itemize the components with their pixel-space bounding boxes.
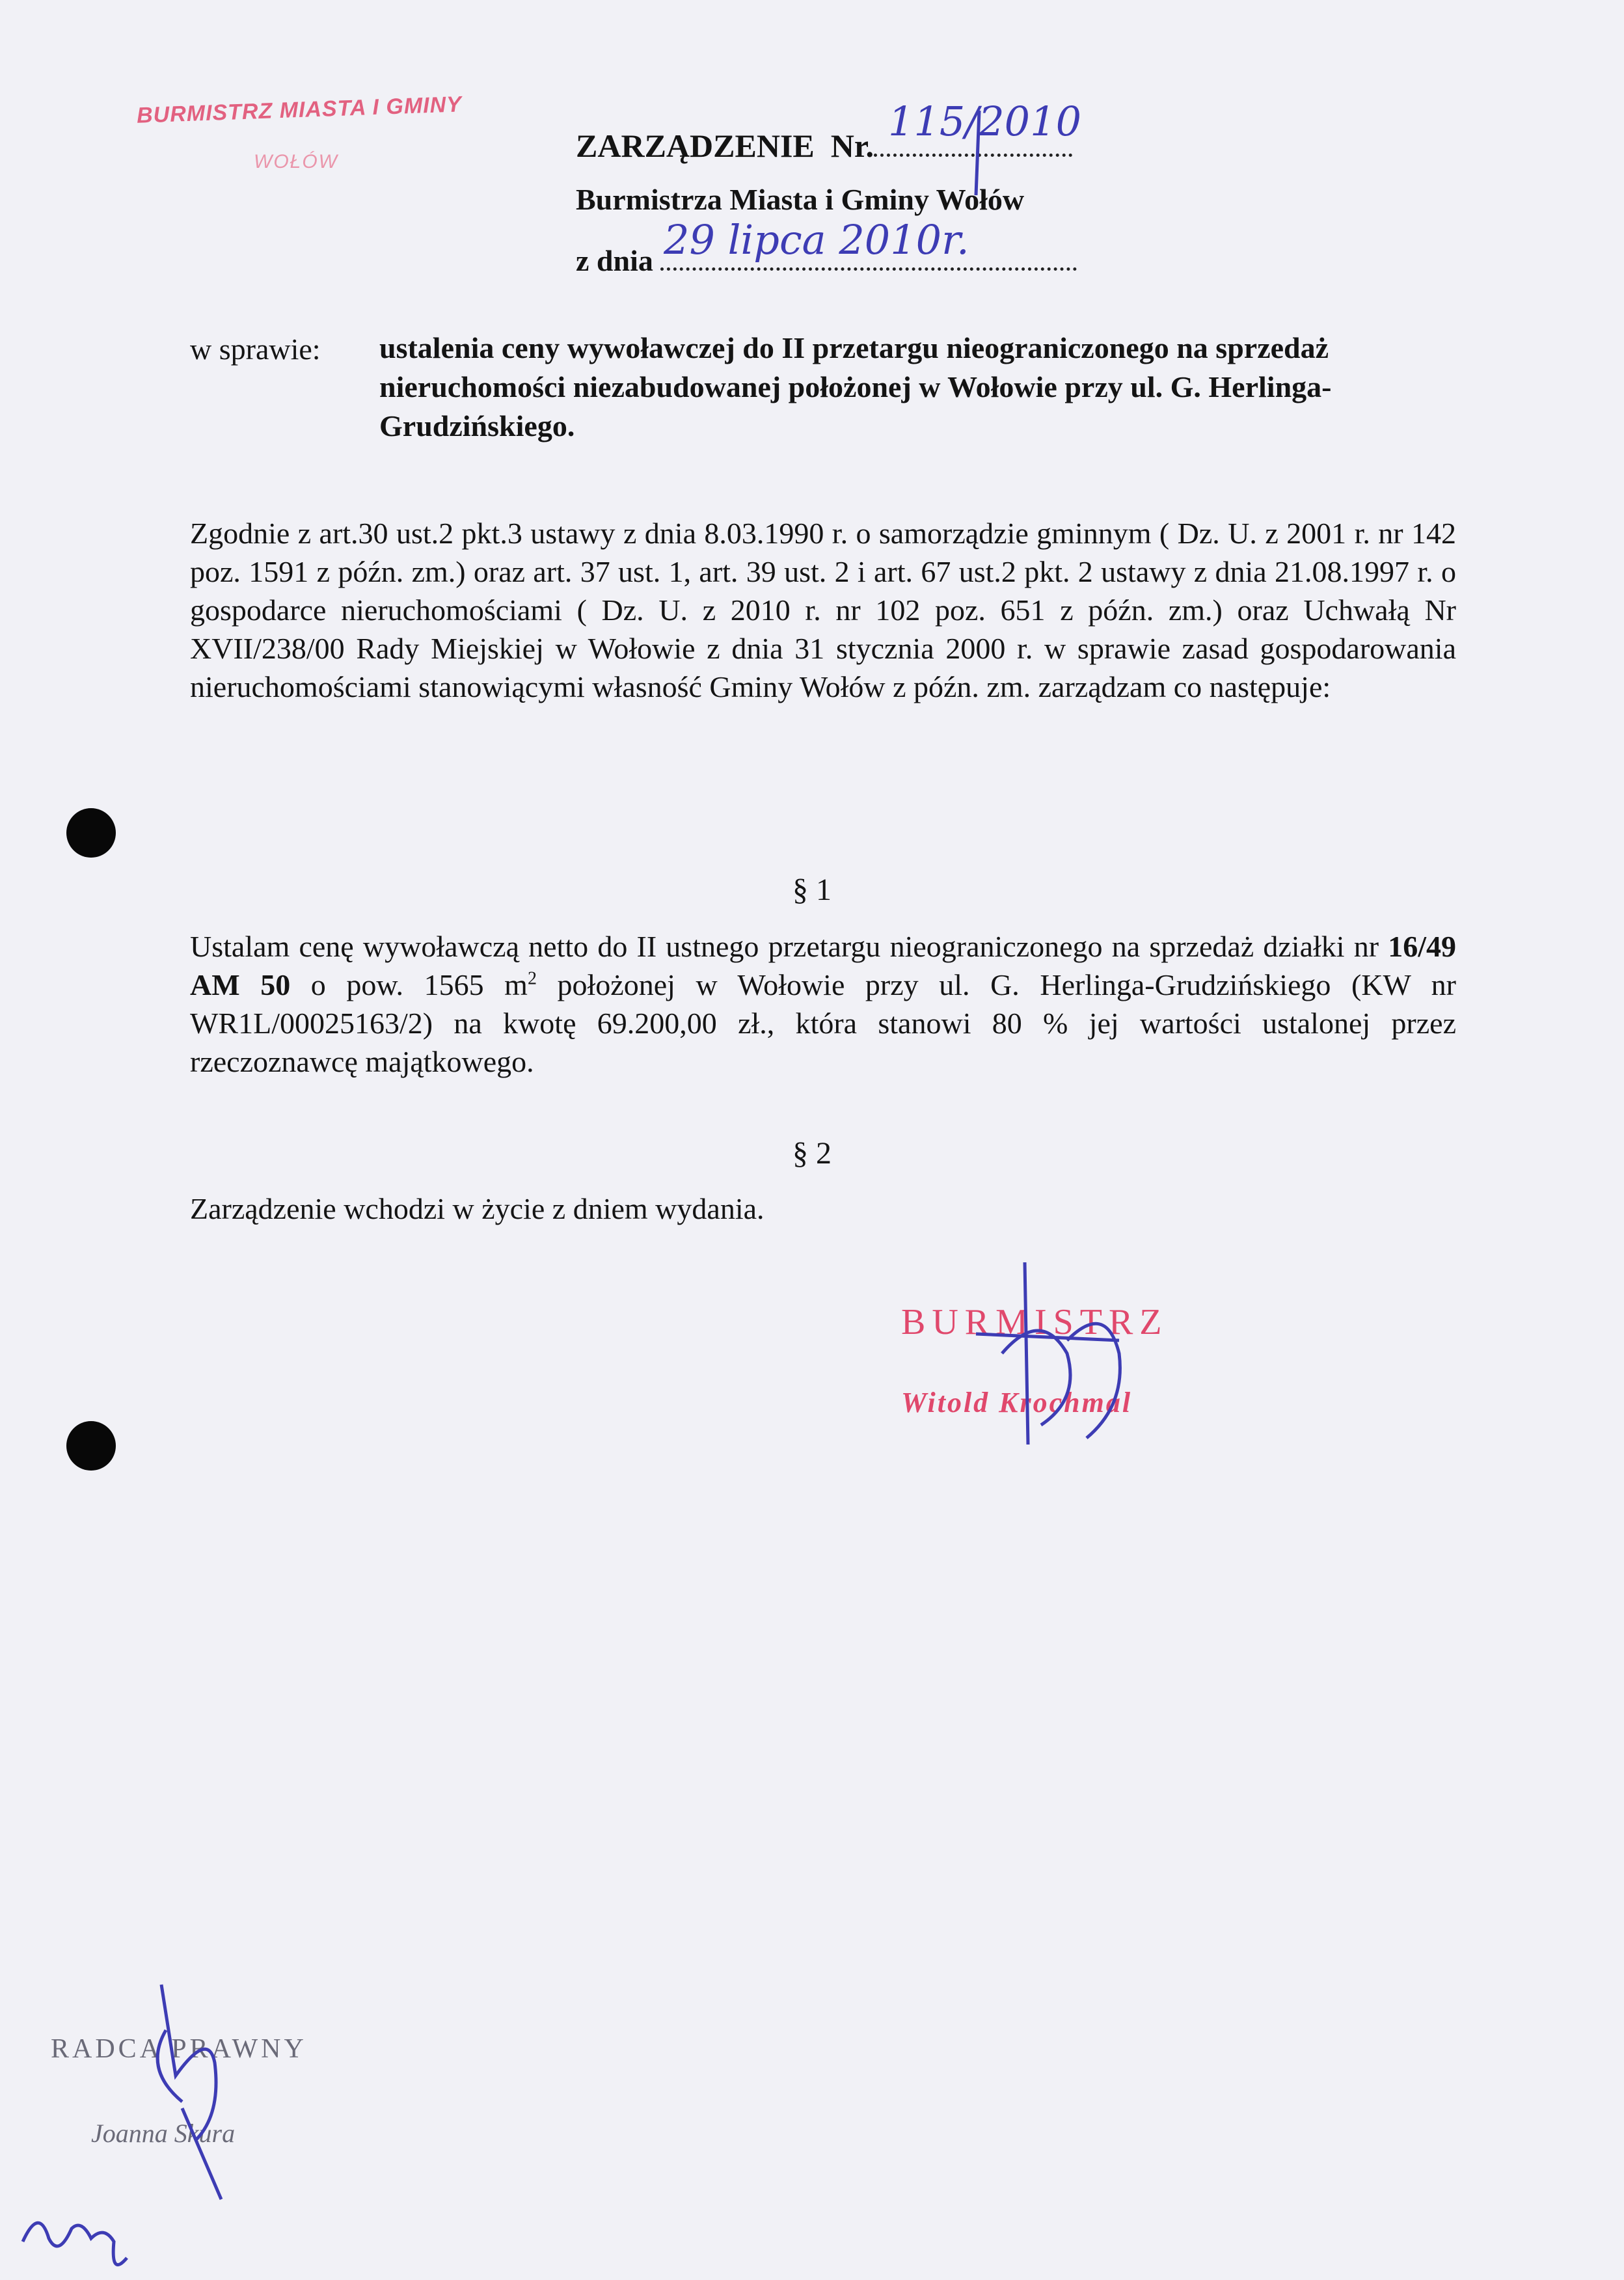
section-1-text-a: Ustalam cenę wywoławczą netto do II ustnego przetargu nieograniczonego na sprzedaż działki nr [190, 930, 1388, 963]
area-unit-superscript: 2 [527, 968, 537, 989]
municipal-stamp-line2: WOŁÓW [254, 151, 338, 172]
mayor-stamp-title: BURMISTRZ [901, 1302, 1169, 1342]
section-1-heading: § 1 [792, 873, 832, 907]
nr-label: Nr. [830, 128, 874, 164]
date-label: z dnia [576, 244, 653, 277]
mayor-stamp-name: Witold Krochmal [901, 1387, 1133, 1418]
initials-mark [23, 2223, 127, 2264]
legal-counsel-stamp-title: RADCA PRAWNY [51, 2034, 307, 2064]
plot-number: 16/49 AM 50 [190, 930, 1456, 1001]
municipal-stamp-line1: BURMISTRZ MIASTA I GMINY [136, 92, 463, 128]
issuing-authority: Burmistrza Miasta i Gminy Wołów [576, 183, 1025, 216]
handwritten-date: 29 lipca 2010r. [664, 216, 969, 264]
legal-basis-paragraph: Zgodnie z art.30 ust.2 pkt.3 ustawy z dnia 8.03.1990 r. o samorządzie gminnym ( Dz. U. z 2001 r. nr 142 poz. 1591 z późn. zm.) oraz art. 37 ust. 1, art. 39 ust. 2 i art. 67 ust.2 pkt. 2 ustawy z dnia 21.08.1997 r. o gospodarce nieruchomościami ( Dz. U. z 2010 r. nr 102 poz. 651 z późn. zm.) oraz Uchwałą Nr XVII/238/00 Rady Miejskiej w Wołowie z dnia 31 stycznia 2000 r. w sprawie zasad gospodarowania nieruchomościami stanowiącymi własność Gminy Wołów z późn. zm. zarządzam co następuje: [190, 517, 1456, 703]
section-2-text: Zarządzenie wchodzi w życie z dniem wydania. [190, 1192, 765, 1225]
mayor-signature [976, 1262, 1120, 1445]
subject-label: w sprawie: [190, 332, 321, 366]
handwritten-number: 115/2010 [888, 98, 1082, 145]
section-2-heading: § 2 [792, 1136, 832, 1171]
section-1-text-b: o pow. 1565 m [290, 968, 528, 1001]
document-title: ZARZĄDZENIE [576, 128, 815, 164]
subject-text: ustalenia ceny wywoławczej do II przetargu nieograniczonego na sprzedaż nieruchomości niezabudowanej położonej w Wołowie przy ul. G. Herlinga-Grudzińskiego. [379, 331, 1332, 442]
legal-counsel-stamp-name: Joanna Skura [91, 2119, 236, 2148]
section-1-text-c: położonej w Wołowie przy ul. G. Herlinga-Grudzińskiego (KW nr WR1L/00025163/2) na kwotę 69.200,00 zł., która stanowi 80 % jej wartości ustalonej przez rzeczoznawcę majątkowego. [190, 968, 1456, 1078]
legal-counsel-signature [157, 1985, 221, 2199]
